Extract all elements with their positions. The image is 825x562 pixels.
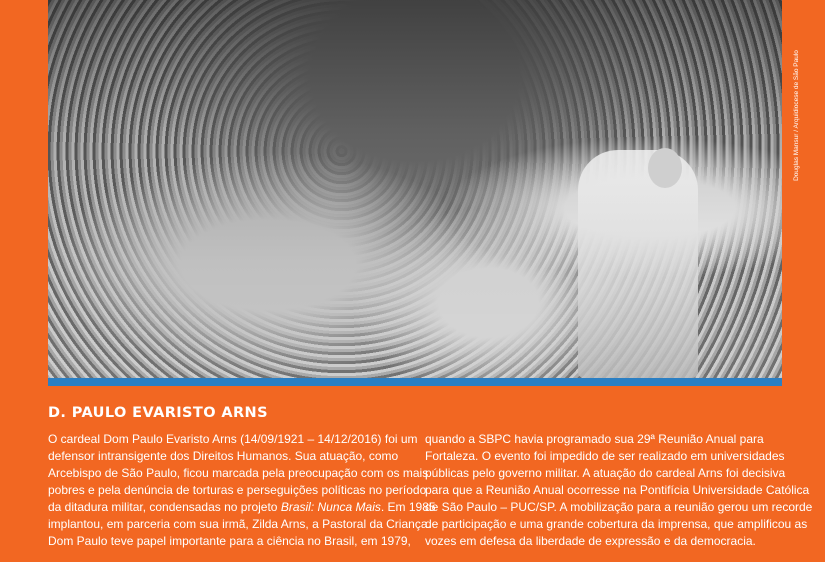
article-column-1 [48,431,436,550]
photo-credit [782,40,810,190]
cardinal-figure [578,150,698,378]
body-line-with-title [48,499,436,516]
article-heading: D. PAULO EVARISTO ARNS [48,405,268,421]
body-text: . Em 1985 [380,500,436,514]
body-line: implantou, em parceria com sua irmã, Zilda Arns, a Pastoral da Criança. [48,517,431,531]
body-line: Fortaleza. O evento foi impedido de ser realizado em universidades [425,449,785,463]
body-line: Arcebispo de São Paulo, ficou marcada pela preocupação com os mais [48,466,429,480]
crowd-photo [48,0,782,378]
body-line: O cardeal Dom Paulo Evaristo Arns (14/09/1921 – 14/12/2016) foi um [48,432,418,446]
body-line: de São Paulo – PUC/SP. A mobilização para a reunião gerou um recorde [425,500,813,514]
photo-accent-bar [48,378,782,386]
body-line: para que a Reunião Anual ocorresse na Pontifícia Universidade Católica [425,483,810,497]
body-line: quando a SBPC havia programado sua 29ª Reunião Anual para [425,432,764,446]
body-line: de participação e uma grande cobertura da imprensa, que amplificou as [425,517,808,531]
body-line: defensor intransigente dos Direitos Humanos. Sua atuação, como [48,449,399,463]
project-title: Brasil: Nunca Mais [280,500,381,514]
photo-credit-text: Douglas Mansur / Arquidiocese de São Paulo [792,49,800,181]
article-column-2 [425,431,813,550]
body-line: pobres e pela denúncia de torturas e perseguições políticas no período [48,483,427,497]
cardinal-head [648,148,682,188]
body-line: Dom Paulo teve papel importante para a ciência no Brasil, em 1979, [48,534,411,548]
body-text: da ditadura militar, condensadas no projeto [48,500,278,514]
body-line: públicas pelo governo militar. A atuação do cardeal Arns foi decisiva [425,466,786,480]
body-line: vozes em defesa da liberdade de expressão e da democracia. [425,534,756,548]
